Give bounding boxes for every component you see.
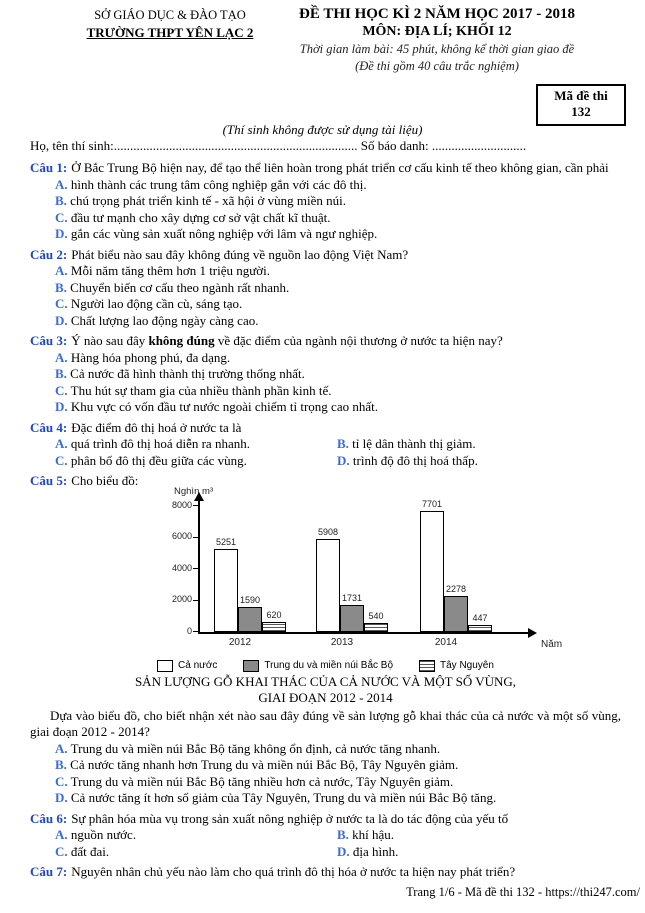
option-B (55, 366, 621, 383)
legend-swatch-white (157, 660, 173, 672)
question-3-label: Câu 3: (30, 333, 68, 348)
bar-hatch-2013 (364, 623, 388, 632)
y-tick-mark (193, 505, 198, 506)
chart-title-line1: SẢN LƯỢNG GỖ KHAI THÁC CỦA CẢ NƯỚC VÀ MỘT SỐ VÙNG, (134, 673, 517, 689)
bar-white-2013 (316, 539, 340, 632)
option-C (55, 774, 621, 791)
option-letter: D. (337, 843, 350, 859)
bar-value-label: 1590 (239, 594, 261, 605)
option-text: khí hậu. (348, 827, 395, 842)
option-text: Cả nước tăng ít hơn số giảm của Tây Nguyên, Trung du và miền núi Bắc Bộ tăng. (67, 790, 497, 805)
option-A (55, 741, 621, 758)
no-material-note: (Thí sinh không được sử dụng tài liệu) (222, 122, 423, 137)
option-letter: B. (337, 436, 349, 451)
option-letter: C. (55, 209, 68, 225)
option-B (55, 757, 621, 774)
bar-value-label: 620 (266, 609, 282, 620)
x-axis (198, 632, 530, 634)
question-3-stem (30, 333, 621, 350)
exam-title: ĐỀ THI HỌC KÌ 2 NĂM HỌC 2017 - 2018 (299, 6, 575, 22)
option-letter: A. (55, 436, 68, 451)
y-tick-label: 2000 (171, 594, 192, 604)
legend-label: Tây Nguyên (440, 660, 494, 671)
question-2-options (55, 263, 621, 329)
question-4 (30, 420, 621, 470)
question-5-prompt: Dựa vào biểu đồ, cho biết nhận xét nào sau đây đúng về sản lượng gỗ khai thác của cả nước và một số vùng, giai đoạn 2012 - 2014? (30, 707, 621, 739)
option-letter: C. (55, 843, 68, 859)
option-text: chú trọng phát triển kinh tế - xã hội ở vùng miền núi. (66, 193, 347, 208)
question-5-stem (30, 473, 621, 490)
y-tick-label: 4000 (171, 562, 192, 573)
legend-label: Trung du và miền núi Bắc Bộ (264, 660, 394, 671)
chart-unit-label: Nghìn m³ (174, 485, 214, 497)
option-letter: C. (55, 296, 68, 311)
bar-hatch-2012 (262, 622, 286, 632)
question-6-options (55, 827, 621, 860)
bar-hatch-2014 (468, 625, 492, 632)
question-7-stem (30, 864, 621, 881)
bar-value-label: 2278 (445, 583, 467, 594)
chart-title-line2: GIAI ĐOẠN 2012 - 2014 (258, 689, 393, 705)
option-B (55, 193, 621, 210)
option-C (55, 296, 621, 313)
exam-code-label: Mã đề thi (554, 88, 608, 103)
option-B (337, 436, 621, 453)
question-3 (30, 333, 621, 416)
option-B (337, 827, 621, 844)
candidate-info-line (30, 138, 624, 154)
y-tick-mark (193, 631, 198, 632)
question-2-stem (30, 247, 621, 264)
chart-legend (30, 660, 621, 672)
option-text: Hàng hóa phong phú, đa dạng. (67, 349, 231, 365)
question-3-text-pre: Ý nào sau đây (71, 333, 149, 348)
question-1-options (55, 177, 621, 243)
option-text: địa hình. (349, 843, 399, 859)
question-2-label: Câu 2: (30, 246, 68, 262)
option-text: Mỗi năm tăng thêm hơn 1 triệu người. (67, 263, 271, 278)
exam-code-box (536, 84, 626, 126)
bar-value-label: 540 (368, 610, 384, 621)
option-text: Khu vực có vốn đầu tư nước ngoài chiếm tỉ trọng cao nhất. (67, 399, 378, 414)
exam-duration: Thời gian làm bài: 45 phút, không kể thời gian giao đề (299, 42, 575, 56)
question-7-text: Nguyên nhân chủ yếu nào làm cho quá trình đô thị hóa ở nước ta hiện nay phát triển? (71, 864, 516, 879)
timber-production-chart (148, 485, 621, 658)
legend-item-tay-nguyen (419, 660, 494, 672)
question-2 (30, 247, 621, 330)
exam-note: (Đề thi gồm 40 câu trắc nghiệm) (355, 59, 519, 73)
x-axis-label: Năm (541, 638, 563, 650)
option-text: trình độ đô thị hoá thấp. (349, 452, 478, 468)
option-letter: A. (55, 263, 68, 278)
option-D (337, 453, 621, 470)
question-4-options (55, 436, 621, 469)
question-6 (30, 811, 621, 861)
sbd-label: Số báo danh: (357, 138, 432, 153)
question-5-text: Cho biểu đồ: (71, 473, 139, 488)
sbd-dotted-field: ............................. (431, 138, 527, 153)
option-letter: B. (55, 757, 67, 772)
x-tick-label: 2012 (228, 636, 252, 648)
question-5-label: Câu 5: (30, 473, 68, 488)
option-letter: A. (55, 740, 68, 756)
question-7-label: Câu 7: (30, 864, 68, 879)
option-letter: D. (337, 452, 350, 468)
bar-white-2012 (214, 549, 238, 632)
exam-title-block (248, 6, 626, 74)
question-2-text: Phát biểu nào sau đây không đúng về nguồn lao động Việt Nam? (71, 246, 409, 262)
question-6-label: Câu 6: (30, 810, 68, 826)
option-letter: B. (55, 279, 67, 295)
option-text: Cả nước tăng nhanh hơn Trung du và miền núi Bắc Bộ, Tây Nguyên giảm. (66, 757, 459, 772)
department-name: SỞ GIÁO DỤC & ĐÀO TẠO (94, 8, 246, 22)
option-text: đầu tư mạnh cho xây dựng cơ sở vật chất kĩ thuật. (67, 209, 331, 225)
bar-value-label: 1731 (341, 592, 363, 603)
question-3-text-bold: không đúng (148, 333, 215, 348)
chart-title (30, 674, 621, 706)
exam-code-value: 132 (571, 104, 591, 119)
option-D (337, 844, 621, 861)
question-1-label: Câu 1: (30, 160, 68, 175)
legend-label: Cả nước (178, 660, 218, 671)
legend-item-ca-nuoc (157, 660, 217, 672)
option-text: Cả nước đã hình thành thị trường thống nhất. (66, 366, 305, 381)
question-1-text: Ở Bắc Trung Bộ hiện nay, để tạo thể liên hoàn trong phát triển cơ cấu kinh tế theo không gian, cần phải (71, 160, 609, 175)
option-C (55, 210, 621, 227)
option-D (55, 790, 621, 807)
option-letter: B. (55, 366, 67, 381)
chart-plot-area (148, 485, 628, 658)
bar-value-label: 5251 (215, 536, 237, 547)
option-text: gắn các vùng sản xuất nông nghiệp với lâm và ngư nghiệp. (67, 226, 378, 241)
option-letter: C. (55, 452, 68, 468)
y-tick-label: 6000 (171, 531, 192, 541)
question-5 (30, 473, 621, 807)
y-tick-label: 0 (186, 625, 192, 636)
option-D (55, 226, 621, 243)
option-text: nguồn nước. (67, 827, 137, 842)
bar-value-label: 447 (472, 612, 488, 623)
bar-value-label: 5908 (317, 526, 339, 537)
name-label: Họ, tên thí sinh: (30, 138, 114, 153)
question-7 (30, 864, 621, 881)
x-tick-label: 2014 (434, 636, 458, 648)
option-text: hình thành các trung tâm công nghiệp gắn với các đô thị. (67, 176, 367, 192)
option-text: Thu hút sự tham gia của nhiều thành phần kinh tế. (67, 382, 332, 398)
question-1-stem (30, 160, 621, 177)
option-letter: C. (55, 773, 68, 789)
question-6-stem (30, 811, 621, 828)
page-footer: Trang 1/6 - Mã đề thi 132 - https://thi247.com/ (406, 885, 640, 899)
option-A (55, 436, 337, 453)
bar-white-2014 (420, 511, 444, 632)
option-D (55, 399, 621, 416)
y-tick-mark (193, 600, 198, 601)
option-text: Chuyển biến cơ cấu theo ngành rất nhanh. (66, 279, 290, 295)
option-D (55, 313, 621, 330)
school-name: TRƯỜNG THPT YÊN LẠC 2 (86, 25, 254, 40)
question-4-text: Đặc điểm đô thị hoá ở nước ta là (71, 419, 242, 435)
question-5-options (55, 741, 621, 807)
option-text: Người lao động cần cù, sáng tạo. (67, 296, 243, 311)
option-letter: D. (55, 399, 68, 414)
option-text: Trung du và miền núi Bắc Bộ tăng nhiều hơn cả nước, Tây Nguyên giảm. (67, 773, 454, 789)
option-text: quá trình đô thị hoá diễn ra nhanh. (67, 436, 250, 451)
exam-subject: MÔN: ĐỊA LÍ; KHỐI 12 (362, 24, 512, 39)
question-4-stem (30, 420, 621, 437)
question-3-text-post: về đặc điểm của ngành nội thương ở nước ta hiện nay? (214, 333, 503, 348)
question-6-text: Sự phân hóa mùa vụ trong sản xuất nông nghiệp ở nước ta là do tác động của yếu tố (71, 810, 509, 826)
option-C (55, 453, 337, 470)
option-text: phân bố đô thị đều giữa các vùng. (67, 452, 247, 468)
question-3-options (55, 350, 621, 416)
option-text: đất đai. (67, 843, 110, 859)
option-A (55, 263, 621, 280)
legend-swatch-gray (243, 660, 259, 672)
x-tick-label: 2013 (330, 636, 354, 648)
y-tick-mark (193, 537, 198, 538)
option-letter: A. (55, 827, 68, 842)
option-letter: D. (55, 312, 68, 328)
bar-value-label: 7701 (421, 498, 443, 509)
y-tick-mark (193, 568, 198, 569)
legend-item-trung-du (243, 660, 393, 672)
option-letter: B. (55, 193, 67, 208)
option-B (55, 280, 621, 297)
option-text: tỉ lệ dân thành thị giảm. (348, 436, 476, 451)
name-dotted-field: ........................................................................... (113, 138, 358, 153)
question-list (0, 160, 645, 881)
option-A (55, 177, 621, 194)
option-C (55, 383, 621, 400)
question-1 (30, 160, 621, 243)
y-tick-label: 8000 (171, 499, 192, 510)
legend-swatch-hatch (419, 660, 435, 672)
question-4-label: Câu 4: (30, 419, 68, 435)
option-letter: C. (55, 382, 68, 398)
option-text: Trung du và miền núi Bắc Bộ tăng không ổn định, cả nước tăng nhanh. (67, 740, 441, 756)
option-A (55, 350, 621, 367)
option-text: Chất lượng lao động ngày càng cao. (67, 312, 259, 328)
page-header (0, 0, 645, 156)
option-letter: B. (337, 827, 349, 842)
option-letter: D. (55, 790, 68, 805)
y-axis (198, 500, 200, 633)
x-axis-arrow-icon (528, 628, 537, 638)
option-letter: D. (55, 226, 68, 241)
option-C (55, 844, 337, 861)
option-letter: A. (55, 176, 68, 192)
option-letter: A. (55, 349, 68, 365)
option-A (55, 827, 337, 844)
